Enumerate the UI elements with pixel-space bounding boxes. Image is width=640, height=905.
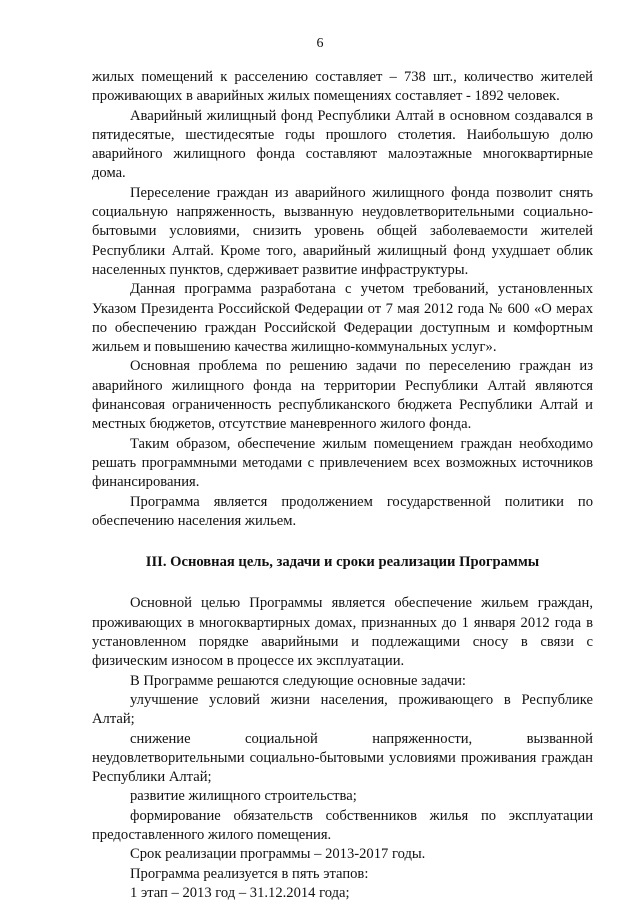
paragraph-emergency-fund-history: Аварийный жилищный фонд Республики Алтай в основном создавался в пятидесятые, шестидесятые годы прошлого столетия. Наибольшую долю аварийного жилищного фонда составляют малоэтажные многоквартирные дома. [92,107,593,182]
paragraph-main-problem: Основная проблема по решению задачи по переселению граждан из аварийного жилищного фонда на территории Республики Алтай являются финансовая ограниченность республиканского бюджета Республики Алтай и местных бюджетов, отсутствие маневренного жилого фонда. [92,358,593,433]
paragraph-main-goal: Основной целью Программы является обеспечение жильем граждан, проживающих в многоквартирных домах, признанных до 1 января 2012 года в установленном порядке аварийными и подлежащими сносу в связи с физическим износом в процессе их эксплуатации. [92,595,593,670]
page-number: 6 [316,36,324,51]
paragraph-state-policy: Программа является продолжением государственной политики по обеспечению населения жильем. [92,493,593,529]
task-item: снижение социальной напряженности, вызванной неудовлетворительными социально-бытовыми условиями проживания граждан Республики Алтай; [92,730,593,786]
section-heading: III. Основная цель, задачи и сроки реализации Программы [145,554,540,571]
paragraph-continuation: жилых помещений к расселению составляет – 738 шт., количество жителей проживающих в аварийных жилых помещениях составляет - 1892 человек. [92,69,593,105]
paragraph-stages-intro: Программа реализуется в пять этапов: [130,865,369,882]
paragraph-program-basis: Данная программа разработана с учетом требований, установленных Указом Президента Российской Федерации от 7 мая 2012 года № 600 «О мерах по обеспечению граждан Российской Федерации доступным и комфортным жильем и повышению качества жилищно-коммунальных услуг». [92,281,593,356]
paragraph-program-methods: Таким образом, обеспечение жилым помещением граждан необходимо решать программными методами с привлечением всех возможных источников финансирования. [92,435,593,491]
paragraph-resettlement-benefits: Переселение граждан из аварийного жилищного фонда позволит снять социальную напряженность, вызванную неудовлетворительными социально-бытовыми условиями, снизить уровень общей заболеваемости жителей Республики Алтай. Кроме того, аварийный жилищный фонд ухудшает облик населенных пунктов, сдерживает развитие инфраструктуры. [92,184,593,278]
paragraph-tasks-intro: В Программе решаются следующие основные задачи: [130,672,466,689]
paragraph-program-term: Срок реализации программы – 2013-2017 годы. [130,846,426,863]
task-item: улучшение условий жизни населения, проживающего в Республике Алтай; [92,691,593,728]
spacer [92,572,593,594]
stage-item: 1 этап – 2013 год – 31.12.2014 года; [130,884,350,901]
task-item: формирование обязательств собственников жилья по эксплуатации предоставленного жилого помещения. [92,807,593,843]
spacer [92,531,593,553]
document-body [92,68,593,903]
task-item: развитие жилищного строительства; [130,788,357,805]
